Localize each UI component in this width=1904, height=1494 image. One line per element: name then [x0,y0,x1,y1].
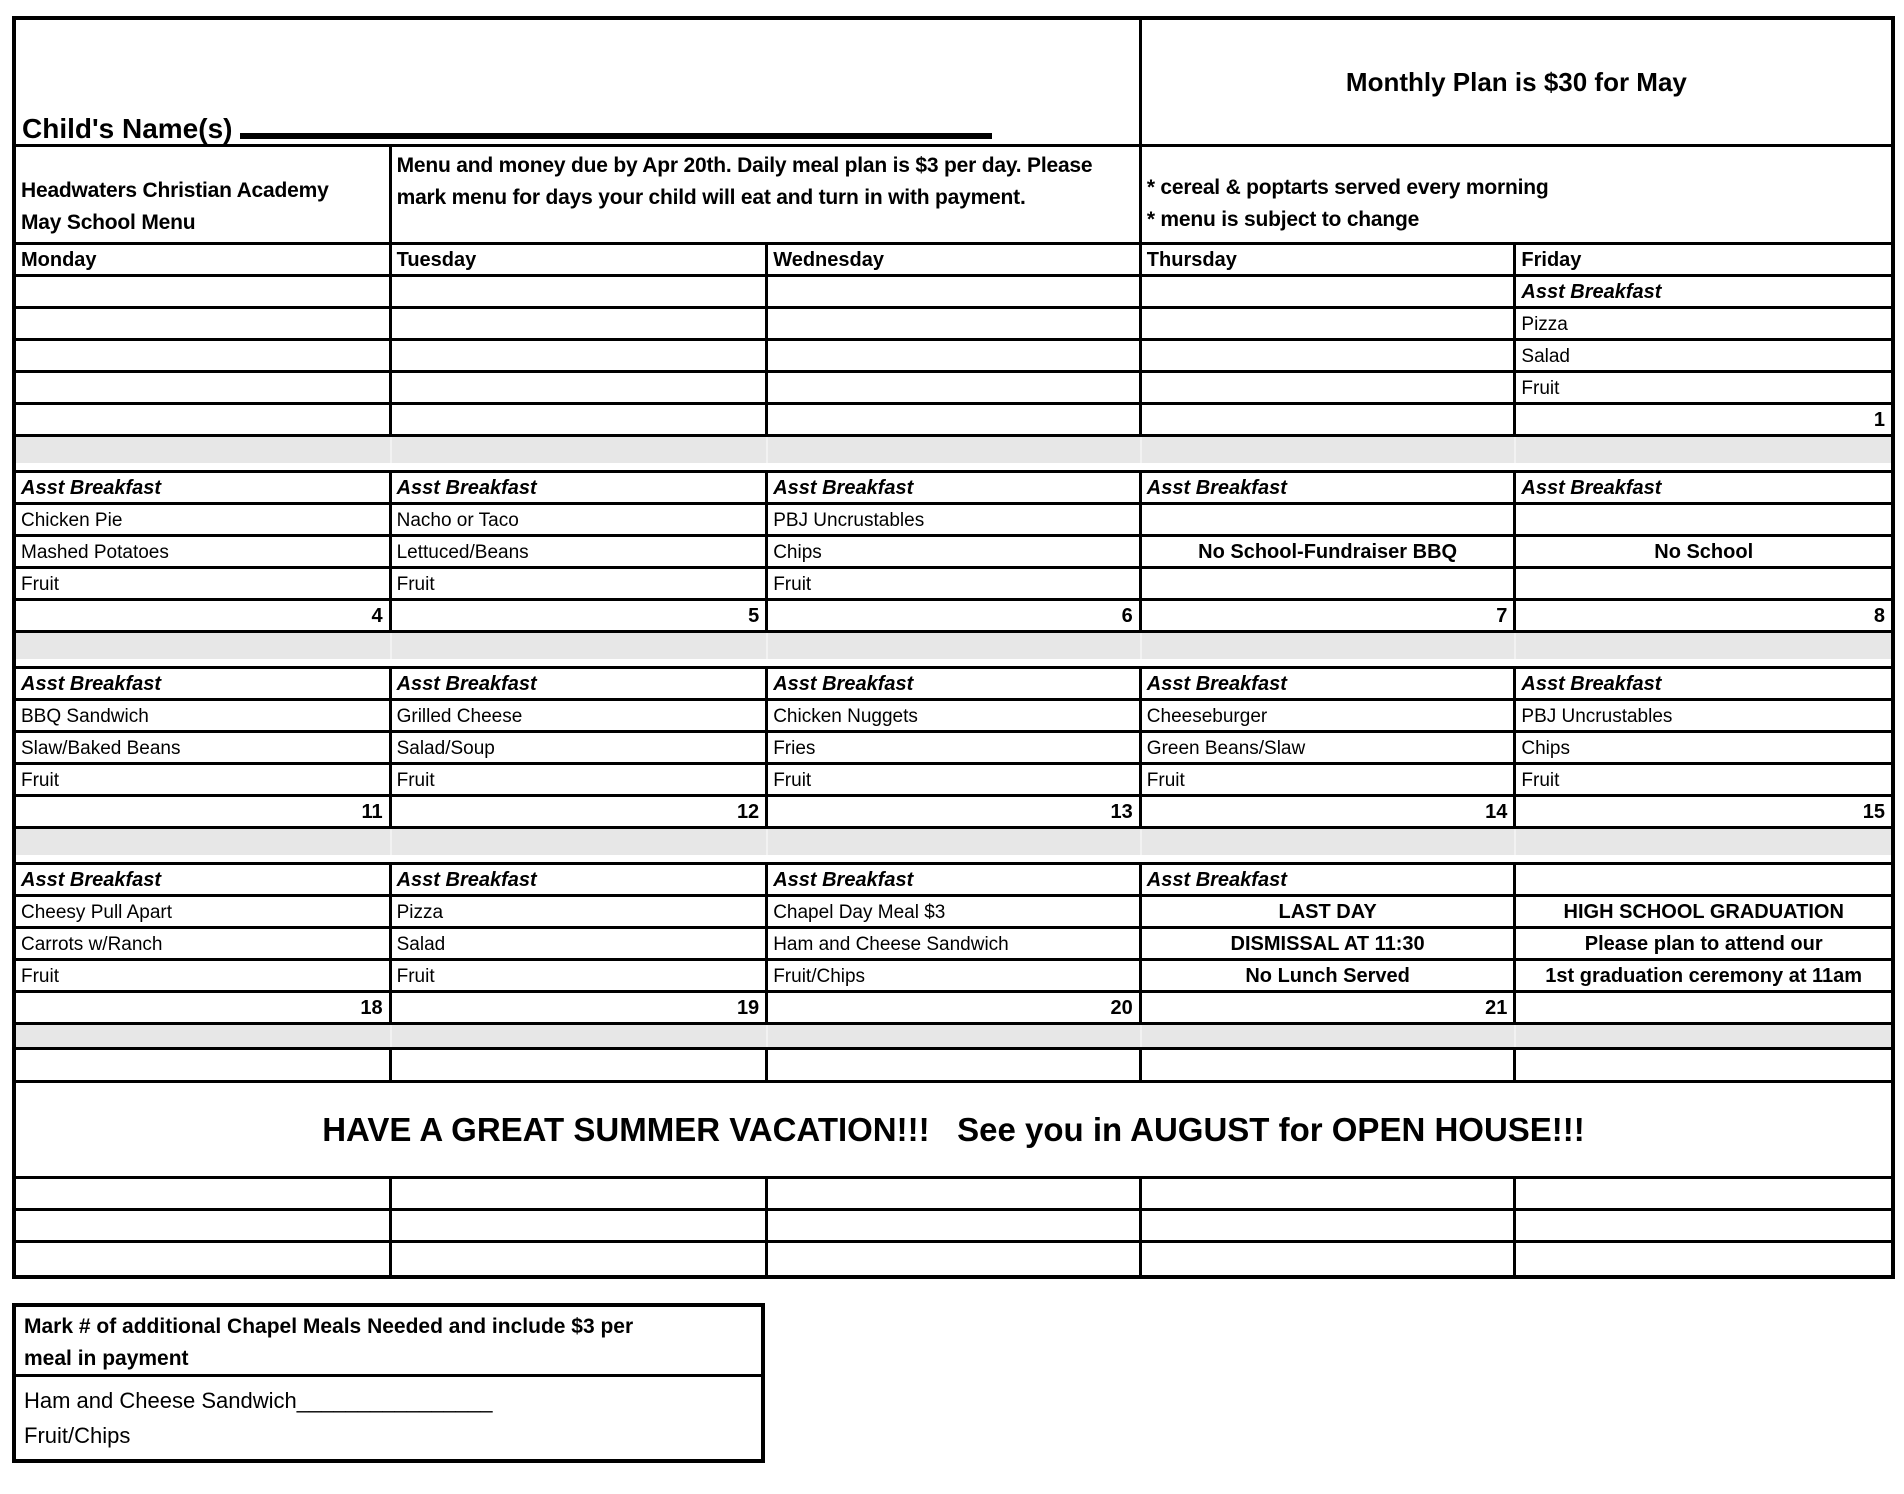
menu-item-cell: No School-Fundraiser BBQ [1142,537,1517,566]
menu-item-cell: Cheeseburger [1142,701,1517,730]
empty-cell [768,1211,1142,1240]
menu-row [16,701,1891,733]
empty-cell [1516,1211,1891,1240]
menu-item-cell: Salad [1521,346,1570,367]
separator-row [16,1025,1891,1050]
date-cell: 15 [1862,801,1885,823]
date-cell [392,405,769,434]
date-cell [768,405,1142,434]
menu-item-cell: BBQ Sandwich [16,701,392,730]
empty-cell [1142,1243,1517,1275]
menu-row [16,505,1891,537]
menu-item-cell [768,309,1142,338]
breakfast-row [16,277,1891,309]
separator-cell [392,437,769,463]
separator-cell [392,633,769,659]
menu-row [16,765,1891,797]
date-cell: 20 [768,993,1142,1022]
instructions-cell: Menu and money due by Apr 20th. Daily meal plan is $3 per day. Please mark menu for days your child will eat and turn in with payment. [392,147,1142,242]
separator-cell [392,829,769,855]
separator-cell [16,829,392,855]
menu-item-cell: LAST DAY [1142,897,1517,926]
menu-row [16,929,1891,961]
menu-sheet [12,16,1895,1279]
chapel-meal-line: Fruit/Chips [24,1423,131,1448]
empty-row [16,1243,1891,1275]
date-cell: 11 [16,797,392,826]
breakfast-cell: Asst Breakfast [16,473,392,502]
breakfast-cell: Asst Breakfast [768,669,1142,698]
menu-row [16,569,1891,601]
menu-item-cell: Chips [1521,738,1570,759]
menu-item-cell: Fruit [1521,378,1560,399]
empty-cell [392,1179,769,1208]
empty-cell [768,1050,1142,1080]
date-cell: 18 [16,993,392,1022]
separator-cell [768,829,1142,855]
note-line: * cereal & poptarts served every morning [1146,176,1549,199]
note-line: * menu is subject to change [1146,208,1420,231]
breakfast-cell: Asst Breakfast [1142,669,1517,698]
menu-item-cell [16,341,392,370]
breakfast-cell: Asst Breakfast [16,669,392,698]
banner-text: HAVE A GREAT SUMMER VACATION!!! See you in AUGUST for OPEN HOUSE!!! [322,1110,1585,1148]
date-cell [16,405,392,434]
menu-row [16,961,1891,993]
date-cell [1142,405,1517,434]
breakfast-row [16,669,1891,701]
menu-item-cell [1142,505,1517,534]
breakfast-cell [16,277,392,306]
date-cell: 8 [1873,605,1885,627]
menu-item-cell: Mashed Potatoes [16,537,392,566]
menu-item-cell: Fries [768,733,1142,762]
menu-item-cell: Fruit [16,569,392,598]
menu-item-cell: PBJ Uncrustables [768,505,1142,534]
empty-row [16,1050,1891,1083]
date-cell [1516,993,1891,1022]
menu-item-cell: Carrots w/Ranch [16,929,392,958]
empty-cell [768,1243,1142,1275]
breakfast-cell: Asst Breakfast [768,865,1142,894]
menu-item-cell [16,373,392,402]
menu-item-cell: Fruit [16,765,392,794]
breakfast-cell [1142,277,1517,306]
menu-item-cell: PBJ Uncrustables [1521,706,1673,727]
banner-row [16,1083,1891,1179]
menu-item-cell: Chicken Nuggets [768,701,1142,730]
day-header-cell: Tuesday [392,245,769,274]
school-name-line2: May School Menu [21,211,196,234]
empty-cell [1516,1179,1891,1208]
menu-item-cell: Ham and Cheese Sandwich [768,929,1142,958]
menu-item-cell: Green Beans/Slaw [1142,733,1517,762]
empty-cell [16,1179,392,1208]
breakfast-cell [392,277,769,306]
menu-item-cell: Fruit [1521,770,1560,791]
separator-cell [768,633,1142,659]
empty-cell [1516,1050,1891,1080]
empty-cell [1142,1179,1517,1208]
menu-item-cell [768,373,1142,402]
menu-item-cell: No Lunch Served [1142,961,1517,990]
separator-cell [16,633,392,659]
date-cell: 13 [768,797,1142,826]
separator-cell [1516,437,1891,463]
menu-item-cell [1142,341,1517,370]
menu-item-cell: Fruit [1142,765,1517,794]
title-row [16,20,1891,147]
menu-item-cell: Lettuced/Beans [392,537,769,566]
day-header-row [16,245,1891,277]
day-header-cell: Monday [16,245,392,274]
menu-item-cell: Fruit [392,765,769,794]
school-name-line1: Headwaters Christian Academy [21,179,329,202]
monthly-plan-cell [1142,20,1891,144]
menu-item-cell: 1st graduation ceremony at 11am [1545,965,1863,987]
empty-cell [1516,1243,1891,1275]
empty-row [16,1211,1891,1243]
empty-cell [16,1243,392,1275]
chapel-meal-line: Ham and Cheese Sandwich________________ [24,1388,493,1413]
date-cell: 14 [1142,797,1517,826]
breakfast-cell: Asst Breakfast [768,473,1142,502]
menu-item-cell [392,373,769,402]
menu-item-cell: Chapel Day Meal $3 [768,897,1142,926]
menu-item-cell [768,341,1142,370]
breakfast-cell: Asst Breakfast [1521,281,1662,303]
empty-cell [1142,1211,1517,1240]
menu-item-cell [1142,373,1517,402]
menu-item-cell: Please plan to attend our [1584,933,1823,955]
date-row [16,797,1891,829]
breakfast-cell [768,277,1142,306]
breakfast-cell: Asst Breakfast [16,865,392,894]
separator-gap-row [16,855,1891,865]
empty-cell [392,1211,769,1240]
menu-item-cell: Nacho or Taco [392,505,769,534]
menu-item-cell: No School [1654,541,1754,563]
childs-name-label: Child's Name(s) [22,113,233,144]
menu-item-cell: Salad/Soup [392,733,769,762]
chapel-meals-box [12,1303,765,1463]
menu-row [16,897,1891,929]
menu-row [16,341,1891,373]
menu-item-cell [1516,505,1891,534]
menu-item-cell: Slaw/Baked Beans [16,733,392,762]
separator-cell [768,1025,1142,1047]
empty-row [16,1179,1891,1211]
monthly-plan-text: Monthly Plan is $30 for May [1345,66,1687,97]
breakfast-cell: Asst Breakfast [1521,477,1662,499]
menu-row [16,537,1891,569]
separator-cell [392,1025,769,1047]
separator-cell [1142,1025,1517,1047]
date-cell: 1 [1873,409,1885,431]
menu-row [16,373,1891,405]
menu-row [16,733,1891,765]
menu-item-cell [1142,309,1517,338]
menu-item-cell: Chicken Pie [16,505,392,534]
menu-item-cell [392,309,769,338]
separator-cell [1142,437,1517,463]
menu-item-cell: Pizza [1521,314,1568,335]
menu-item-cell: Fruit [392,569,769,598]
menu-grid [16,245,1891,1083]
menu-item-cell [1142,569,1517,598]
date-cell: 6 [768,601,1142,630]
menu-item-cell: DISMISSAL AT 11:30 [1142,929,1517,958]
date-cell: 5 [392,601,769,630]
date-cell: 4 [16,601,392,630]
menu-row [16,309,1891,341]
separator-row [16,829,1891,855]
menu-item-cell [392,341,769,370]
menu-item-cell: Fruit [768,569,1142,598]
date-cell: 19 [392,993,769,1022]
menu-item-cell: Cheesy Pull Apart [16,897,392,926]
separator-cell [16,1025,392,1047]
breakfast-cell: Asst Breakfast [1142,473,1517,502]
breakfast-cell: Asst Breakfast [1142,865,1517,894]
separator-cell [1516,633,1891,659]
separator-row [16,437,1891,463]
childs-name-blank-line [240,133,992,139]
menu-item-cell: Fruit [768,765,1142,794]
breakfast-cell [1516,865,1891,894]
menu-item-cell: Grilled Cheese [392,701,769,730]
day-header-cell: Friday [1521,249,1582,271]
separator-row [16,633,1891,659]
empty-cell [16,1211,392,1240]
chapel-box-title: Mark # of additional Chapel Meals Needed and include $3 per meal in payment [16,1307,761,1377]
chapel-box-body [16,1377,761,1459]
menu-item-cell: Fruit/Chips [768,961,1142,990]
separator-cell [1516,1025,1891,1047]
date-cell: 21 [1142,993,1517,1022]
empty-cell [392,1243,769,1275]
menu-item-cell: Fruit [392,961,769,990]
menu-item-cell [1516,569,1891,598]
breakfast-row [16,473,1891,505]
date-cell: 7 [1142,601,1517,630]
breakfast-cell: Asst Breakfast [392,473,769,502]
day-header-cell: Thursday [1142,245,1517,274]
breakfast-row [16,865,1891,897]
childs-name-cell [16,20,1142,144]
menu-item-cell: Fruit [16,961,392,990]
info-row [16,147,1891,245]
day-header-cell: Wednesday [768,245,1142,274]
date-row [16,993,1891,1025]
menu-item-cell: Chips [768,537,1142,566]
empty-cell [392,1050,769,1080]
menu-item-cell: Salad [392,929,769,958]
separator-gap-row [16,463,1891,473]
menu-item-cell: Pizza [392,897,769,926]
empty-cell [1142,1050,1517,1080]
separator-cell [768,437,1142,463]
empty-grid-rows [16,1179,1891,1275]
separator-cell [1142,829,1517,855]
menu-item-cell: HIGH SCHOOL GRADUATION [1563,901,1844,923]
date-row [16,405,1891,437]
breakfast-cell: Asst Breakfast [1521,673,1662,695]
empty-cell [16,1050,392,1080]
date-row [16,601,1891,633]
school-title-cell [16,147,392,242]
date-cell: 12 [392,797,769,826]
empty-cell [768,1179,1142,1208]
separator-cell [16,437,392,463]
school-menu-document [0,16,1904,1463]
menu-item-cell [16,309,392,338]
notes-cell [1142,147,1891,242]
separator-cell [1142,633,1517,659]
separator-cell [1516,829,1891,855]
separator-gap-row [16,659,1891,669]
breakfast-cell: Asst Breakfast [392,865,769,894]
breakfast-cell: Asst Breakfast [392,669,769,698]
